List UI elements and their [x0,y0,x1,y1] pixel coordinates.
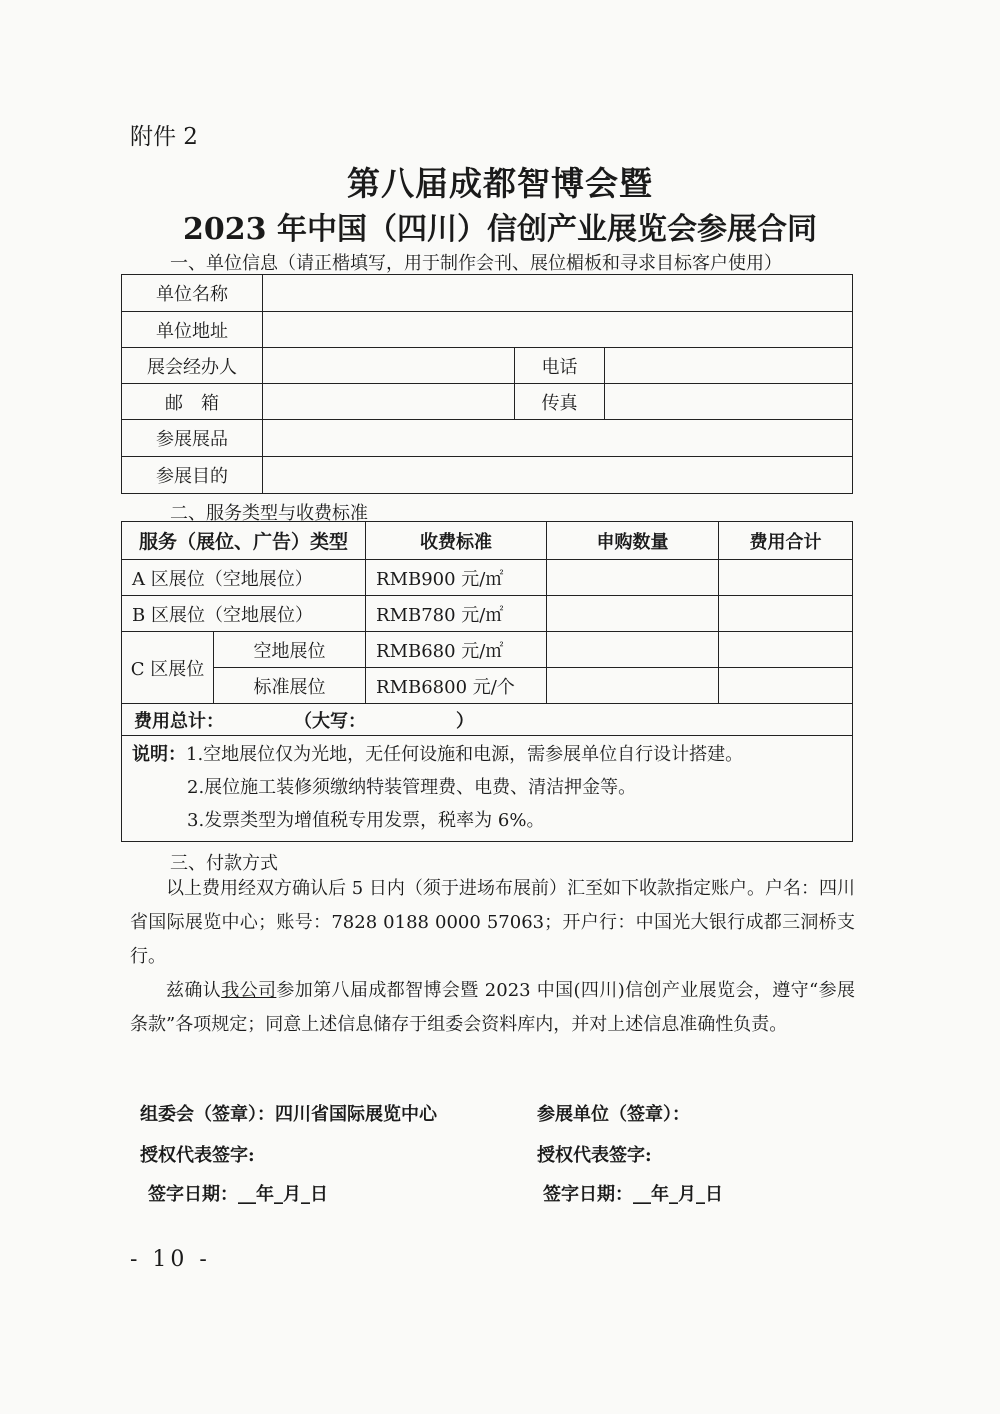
row-a-price: RMB900 元/㎡ [366,560,547,596]
sign-date-left[interactable]: 签字日期：__年_月_日 [148,1184,328,1205]
fax-label: 传真 [515,384,605,420]
row-c-sub2-quantity-field[interactable] [547,668,719,704]
row-c-sub2-price: RMB6800 元/个 [366,668,547,704]
company-name-label: 单位名称 [122,275,263,312]
company-address-field[interactable] [263,312,853,348]
unit-info-table [121,274,853,494]
section1-heading: 一、单位信息（请正楷填写，用于制作会刊、展位楣板和寻求目标客户使用） [170,253,782,274]
confirm-suffix: 参加第八届成都智博会暨 2023 中国(四川)信创产业展览会，遵守“参展条款”各项规定；同意上述信息储存于组委会资料库内，并对上述信息准确性负责。 [130,980,856,1035]
document-title-line2: 2023 年中国（四川）信创产业展览会参展合同 [183,212,817,247]
row-c-zone: C 区展位 [122,632,214,704]
total-row [122,704,853,736]
contact-person-label: 展会经办人 [122,348,263,384]
col-header-quantity: 申购数量 [547,522,719,560]
notes-cell [122,736,853,842]
contact-person-field[interactable] [263,348,515,384]
confirm-prefix: 兹确认 [166,980,222,1001]
attachment-label: 附件 2 [130,124,198,150]
exhibits-label: 参展展品 [122,420,263,457]
company-name-field[interactable] [263,275,853,312]
notes-label: 说明： [132,744,186,765]
organizer-signature: 组委会（签章）：四川省国际展览中心 [140,1104,437,1125]
confirmation-paragraph [130,974,855,1042]
payment-paragraph: 以上费用经双方确认后 5 日内（须于进场布展前）汇至如下收款指定账户。户名：四川省国际展览中心；账号：7828 0188 0000 57063；开户行：中国光大银行成都三洞桥支行。 [130,878,855,967]
row-b-quantity-field[interactable] [547,596,719,632]
section2-heading: 二、服务类型与收费标准 [170,503,368,524]
phone-field[interactable] [605,348,853,384]
purpose-field[interactable] [263,457,853,494]
row-a-total-field[interactable] [719,560,853,596]
phone-label: 电话 [515,348,605,384]
row-a-type: A 区展位（空地展位） [122,560,366,596]
exhibits-field[interactable] [263,420,853,457]
sign-date-right[interactable]: 签字日期：__年_月_日 [543,1184,723,1205]
company-address-label: 单位地址 [122,312,263,348]
note-3: 3.发票类型为增值税专用发票，税率为 6%。 [187,810,545,831]
col-header-price: 收费标准 [366,522,547,560]
row-b-type: B 区展位（空地展位） [122,596,366,632]
purpose-label: 参展目的 [122,457,263,494]
row-b-total-field[interactable] [719,596,853,632]
capital-label: （大写： [294,710,366,732]
rep-signature-right[interactable]: 授权代表签字: [537,1145,652,1166]
section3-heading: 三、付款方式 [170,853,278,874]
row-c-sub1-quantity-field[interactable] [547,632,719,668]
fax-field[interactable] [605,384,853,420]
row-c-sub2-total-field[interactable] [719,668,853,704]
row-b-price: RMB780 元/㎡ [366,596,547,632]
rep-signature-left[interactable]: 授权代表签字: [140,1145,255,1166]
col-header-type: 服务（展位、广告）类型 [122,522,366,560]
note-1: 1.空地展位仅为光地，无任何设施和电源，需参展单位自行设计搭建。 [186,744,744,765]
row-c-sub1-type: 空地展位 [214,632,366,668]
row-c-sub1-price: RMB680 元/㎡ [366,632,547,668]
exhibitor-signature[interactable]: 参展单位（签章）： [537,1104,690,1125]
row-a-quantity-field[interactable] [547,560,719,596]
fee-table [121,521,853,842]
page-number: - 10 - [130,1247,211,1272]
email-field[interactable] [263,384,515,420]
col-header-total: 费用合计 [719,522,853,560]
row-c-sub2-type: 标准展位 [214,668,366,704]
row-c-sub1-total-field[interactable] [719,632,853,668]
total-label: 费用总计： [134,710,224,732]
capital-close: ） [456,710,474,732]
email-label: 邮 箱 [122,384,263,420]
document-title-line1: 第八届成都智博会暨 [347,164,653,203]
note-2: 2.展位施工装修须缴纳特装管理费、电费、清洁押金等。 [187,777,637,798]
confirm-company: 我公司 [221,980,277,1001]
